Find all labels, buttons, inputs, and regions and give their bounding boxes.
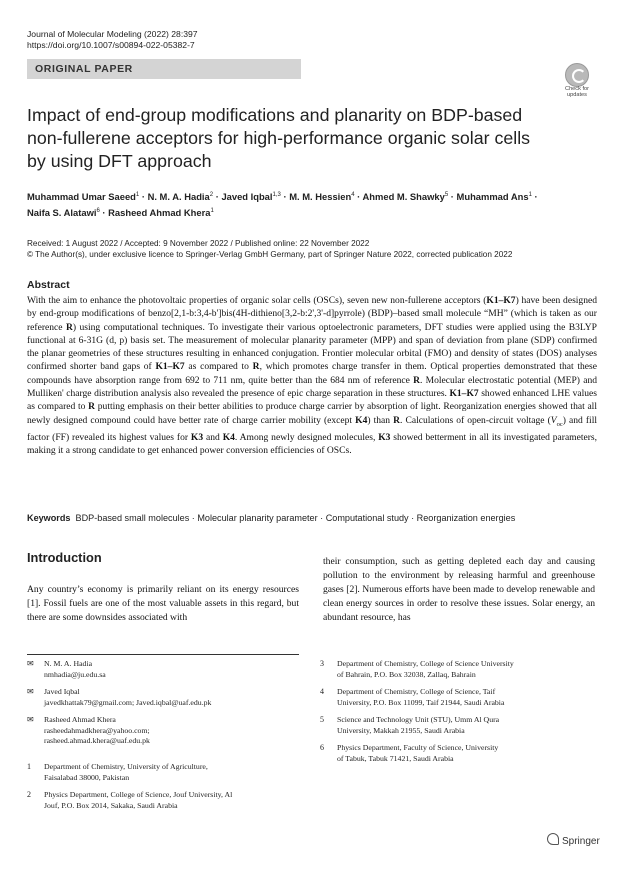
abstract-heading: Abstract	[27, 279, 70, 291]
envelope-icon: ✉	[27, 715, 34, 724]
author-name[interactable]: N. M. A. Hadia	[147, 191, 210, 203]
author-name[interactable]: Muhammad Umar Saeed	[27, 191, 136, 203]
publication-dates: Received: 1 August 2022 / Accepted: 9 November 2022 / Published online: 22 November 2022 © The Author(s), under exclusive licence to Springer-Verlag GmbH Germany, part of Springer Nature 2022, corrected publication 2022	[27, 239, 513, 259]
author-list: Muhammad Umar Saeed$^1$ · N. M. A. Hadia$^2$ · Javed Iqbal$^{1,3}$ · M. M. Hessien$^4$ · Ahmed M. Shawky$^5$ · Muhammad Ans$^1$ · Naifa S. Alatawi$^6$ · Rasheed Ahmad Khera$^1$	[27, 191, 538, 219]
keywords-text: BDP-based small molecules · Molecular planarity parameter · Computational study · Reorganization energies	[75, 513, 516, 523]
footnote-divider	[27, 654, 299, 655]
abstract-text: With the aim to enhance the photovoltaic properties of organic solar cells (OSCs), seven new non-fullerene acceptors (K1–K7) have been designed by end-group modifications of benzo[2,1-b:3,4-b']bis(4H-dithieno[3,2-b:2',3'-d]pyrrole) (BDP)–based small molecule “MH” (which is taken as our reference R) using computational techniques. To investigate their various optoelectronic parameters, DFT studies were applied using the B3LYP functional at 6-31G (d, p) basis set. The measurement of molecular planarity parameter (MPP) and span of deviation from plane (SDP) confirmed the planar geometries of these structures resulting in enhanced conjugation. Frontier molecular orbital (FMO) and density of states (DOS) analyses confirmed shorter band gaps of K1–K7 as compared to R, which promotes charge transfer in them. Optical properties demonstrated that these compounds have absorption range from 692 to 711 nm, quite better than the 684 nm of reference R. Molecular electrostatic potential (MEP) and Mulliken' charge distribution analysis also revealed the presence of epic charge separation in these structures. K1–K7 showed enhanced LHE values as compared to R putting emphasis on their better abilities to produce charge carrier by absorption of light. Reorganization energies showed that all newly designed compound could have better rate of charge carrier mobility (except K4) than R. Calculations of open-circuit voltage $(V_{oc})$ and fill factor (FF) revealed its highest values for K3 and K4. Among newly designed molecules, K3 showed betterment in all its investigated parameters, making it a strong candidate to get enhanced power conversion efficiencies of OSCs.	[27, 295, 598, 457]
author-name[interactable]: Naifa S. Alatawi	[27, 207, 97, 219]
author-name[interactable]: Javed Iqbal	[221, 191, 273, 203]
envelope-icon: ✉	[27, 659, 34, 668]
email-link[interactable]: javedkhattak79@gmail.com; Javed.iqbal@uaf.edu.pk	[44, 697, 212, 707]
email-link[interactable]: nmhadia@ju.edu.sa	[44, 669, 106, 679]
refresh-icon	[565, 63, 589, 87]
keywords-label: Keywords	[27, 513, 71, 523]
publisher-name: Springer	[562, 836, 600, 847]
article-type-label: ORIGINAL PAPER	[35, 63, 133, 75]
journal-citation: Journal of Molecular Modeling (2022) 28:397	[27, 29, 198, 39]
springer-horse-icon	[547, 833, 559, 845]
check-for-updates-badge[interactable]	[561, 63, 593, 99]
introduction-col1: Any country’s economy is primarily reliant on its energy resources [1]. Fossil fuels are one of the most valuable assets in this regard, but there are some downsides associated with	[27, 584, 299, 623]
doi-link[interactable]: https://doi.org/10.1007/s00894-022-05382-7	[27, 40, 195, 50]
author-name[interactable]: Muhammad Ans	[456, 191, 529, 203]
keywords-line	[27, 513, 597, 523]
article-type-banner	[27, 59, 301, 79]
author-name[interactable]: Ahmed M. Shawky	[362, 191, 445, 203]
copyright-line: © The Author(s), under exclusive licence to Springer-Verlag GmbH Germany, part of Springer Nature 2022, corrected publication 2022	[27, 250, 513, 259]
journal-header	[27, 29, 198, 51]
article-title: Impact of end-group modifications and planarity on BDP-based non-fullerene acceptors for high-performance organic solar cells by using DFT approach	[27, 105, 531, 171]
author-name[interactable]: M. M. Hessien	[289, 191, 352, 203]
introduction-col2: their consumption, such as getting depleted each day and causing pollution to the environment by releasing harmful and greenhouse gases [2]. Numerous efforts have been made to develop renewable and clean energy sources in order to resolve these issues. Solar energy, an abundant resource, has	[323, 556, 595, 623]
check-for-updates-label: Check for updates	[565, 86, 589, 98]
envelope-icon: ✉	[27, 687, 34, 696]
email-link[interactable]: rasheed.ahmad.khera@uaf.edu.pk	[44, 736, 150, 745]
email-link[interactable]: rasheedahmadkhera@yahoo.com;	[44, 725, 150, 735]
author-name[interactable]: Rasheed Ahmad Khera	[108, 207, 211, 219]
introduction-heading: Introduction	[27, 550, 102, 565]
publisher-logo	[547, 833, 600, 847]
